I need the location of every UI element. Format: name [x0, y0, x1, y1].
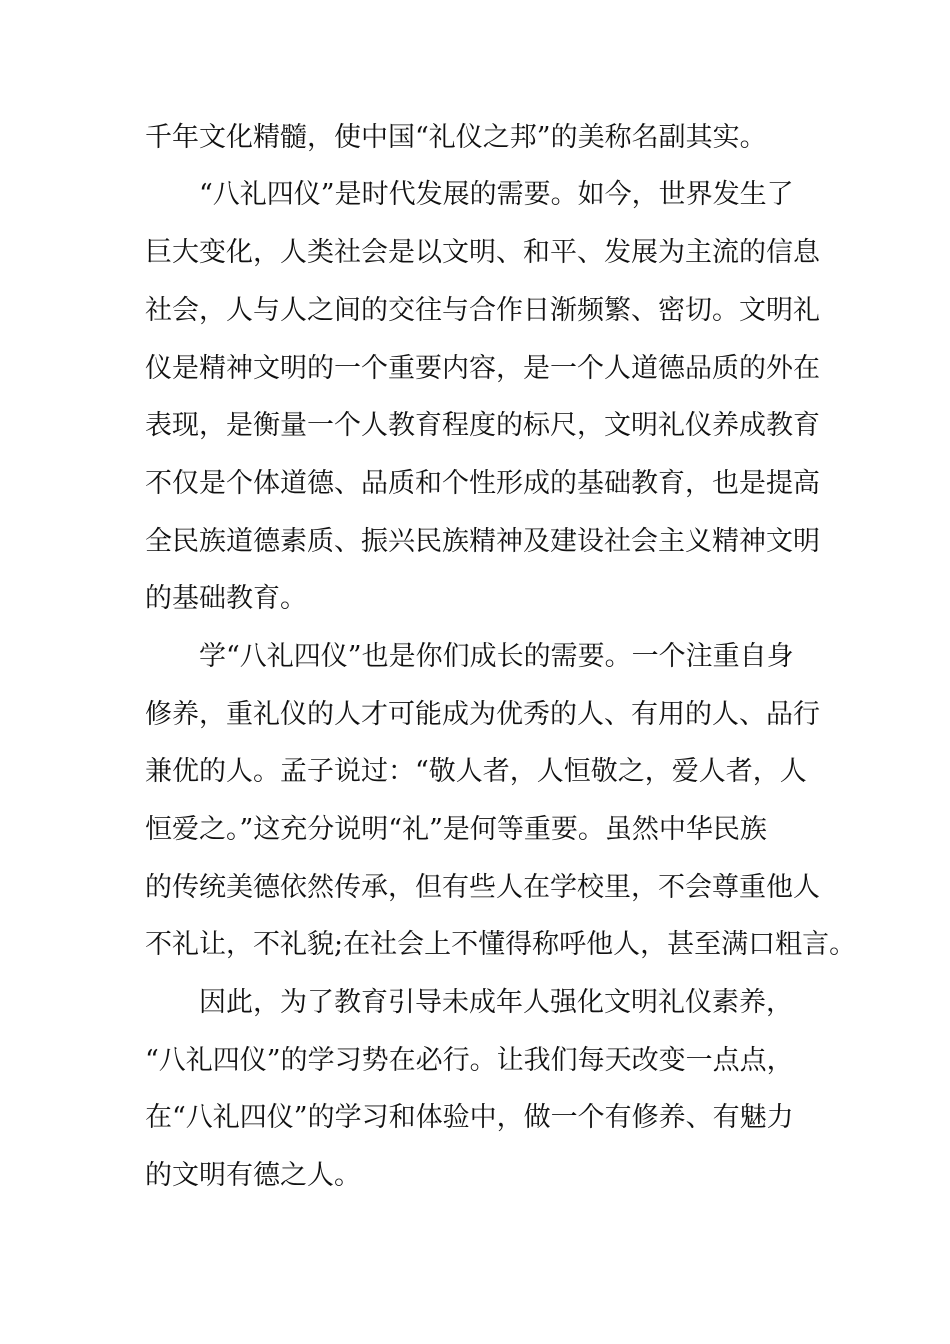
paragraph-2-line-3: 兼优的人。孟子说过：“敬人者，人恒敬之，爱人者，人 — [145, 756, 807, 787]
paragraph-1-line-1: “八礼四仪”是时代发展的需要。如今，世界发生了 — [199, 179, 794, 210]
paragraph-1-line-7: 全民族道德素质、振兴民族精神及建设社会主义精神文明 — [145, 526, 820, 557]
paragraph-1-line-6: 不仅是个体道德、品质和个性形成的基础教育，也是提高 — [145, 468, 820, 499]
paragraph-2-line-5: 的传统美德依然传承，但有些人在学校里，不会尊重他人 — [145, 872, 820, 903]
paragraph-1-line-3: 社会，人与人之间的交往与合作日渐频繁、密切。文明礼 — [145, 295, 820, 326]
paragraph-2-line-6: 不礼让，不礼貌;在社会上不懂得称呼他人，甚至满口粗言。 — [145, 929, 857, 960]
paragraph-1-line-4: 仪是精神文明的一个重要内容，是一个人道德品质的外在 — [145, 353, 820, 384]
paragraph-3-line-1: 因此，为了教育引导未成年人强化文明礼仪素养， — [199, 987, 793, 1018]
paragraph-3-line-2: “八礼四仪”的学习势在必行。让我们每天改变一点点， — [145, 1045, 794, 1076]
paragraph-3-line-4: 的文明有德之人。 — [145, 1160, 361, 1191]
paragraph-1-line-8: 的基础教育。 — [145, 583, 307, 614]
paragraph-3-line-3: 在“八礼四仪”的学习和体验中，做一个有修养、有魅力 — [145, 1102, 794, 1133]
paragraph-1-line-2: 巨大变化，人类社会是以文明、和平、发展为主流的信息 — [145, 237, 820, 268]
paragraph-2-line-1: 学“八礼四仪”也是你们成长的需要。一个注重自身 — [199, 641, 794, 672]
paragraph-2-line-4: 恒爱之。”这充分说明“礼”是何等重要。虽然中华民族 — [145, 814, 767, 845]
paragraph-1-line-5: 表现，是衡量一个人教育程度的标尺，文明礼仪养成教育 — [145, 410, 820, 441]
text-line-1: 千年文化精髓，使中国“礼仪之邦”的美称名副其实。 — [145, 122, 767, 153]
paragraph-2-line-2: 修养，重礼仪的人才可能成为优秀的人、有用的人、品行 — [145, 699, 820, 730]
